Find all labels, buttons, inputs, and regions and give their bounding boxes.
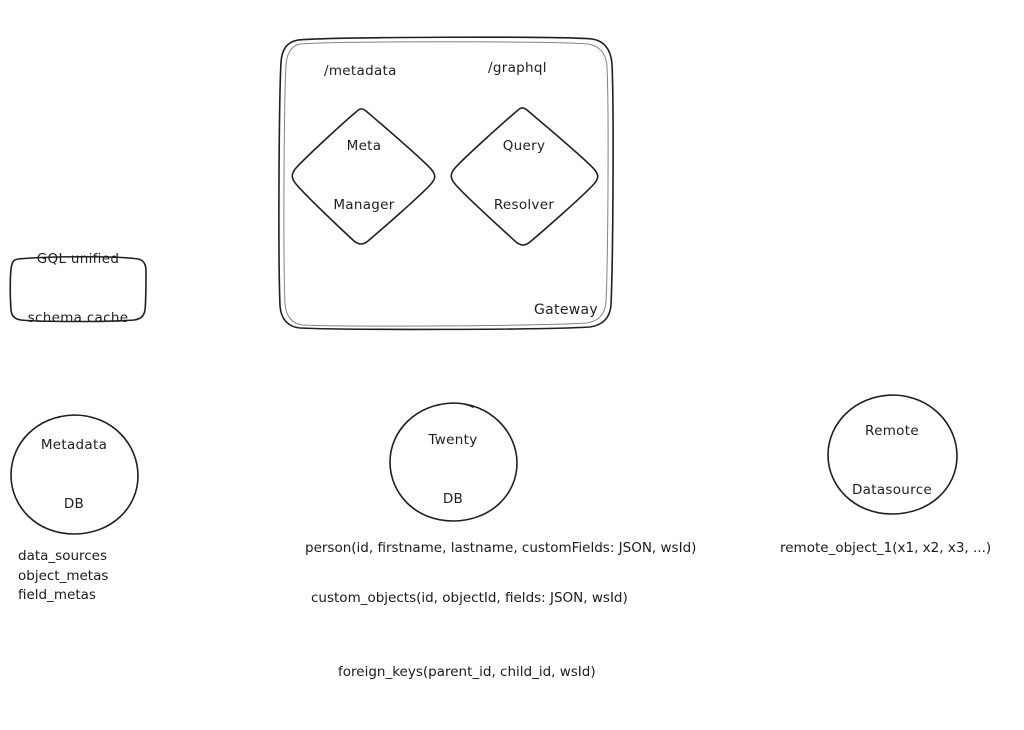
gateway-caption: Gateway	[534, 302, 598, 318]
list-item: object_metas	[18, 567, 109, 584]
meta-manager-label-line1: Meta	[346, 137, 382, 154]
cache-box-label-line1: GQL unified	[36, 250, 120, 267]
list-item: field_metas	[18, 587, 96, 604]
meta-manager-label	[333, 98, 394, 255]
query-resolver-shape	[451, 108, 598, 245]
cache-box-label-line2: schema cache	[27, 309, 129, 326]
twenty-db-label-line2: DB	[442, 490, 464, 507]
remote-schema-line: remote_object_1(x1, x2, x3, ...)	[780, 540, 992, 556]
remote-datasource-label-line2: Datasource	[851, 481, 933, 498]
remote-datasource-label-line1: Remote	[865, 422, 919, 439]
twenty-db-shape	[390, 403, 517, 521]
list-item: data_sources	[18, 548, 108, 564]
twenty-schema-foreign-keys: foreign_keys(parent_id, child_id, wsId)	[338, 664, 596, 680]
meta-manager-label-line2: Manager	[333, 196, 395, 213]
remote-datasource-shape	[828, 395, 957, 514]
remote-datasource-label	[852, 383, 932, 540]
query-resolver-label-line2: Resolver	[493, 196, 555, 213]
twenty-schema-custom-objects: custom_objects(id, objectId, fields: JSON, wsId)	[311, 590, 628, 606]
graphql-route-label: /graphql	[488, 60, 547, 76]
metadata-db-shape	[11, 415, 138, 534]
cache-box-label	[28, 211, 129, 368]
cache-box-shape	[10, 257, 146, 322]
twenty-db-label	[429, 392, 478, 549]
twenty-schema-person: person(id, firstname, lastname, customFields: JSON, wsId)	[305, 540, 697, 556]
query-resolver-label-line1: Query	[502, 137, 546, 154]
twenty-db-label-line1: Twenty	[428, 431, 478, 448]
metadata-route-label: /metadata	[324, 63, 397, 79]
metadata-db-label-line1: Metadata	[40, 436, 108, 453]
metadata-db-label	[41, 397, 107, 554]
query-resolver-label	[494, 98, 554, 255]
metadata-tables-list	[18, 547, 108, 606]
metadata-db-label-line2: DB	[63, 495, 85, 512]
meta-manager-shape	[292, 109, 435, 244]
